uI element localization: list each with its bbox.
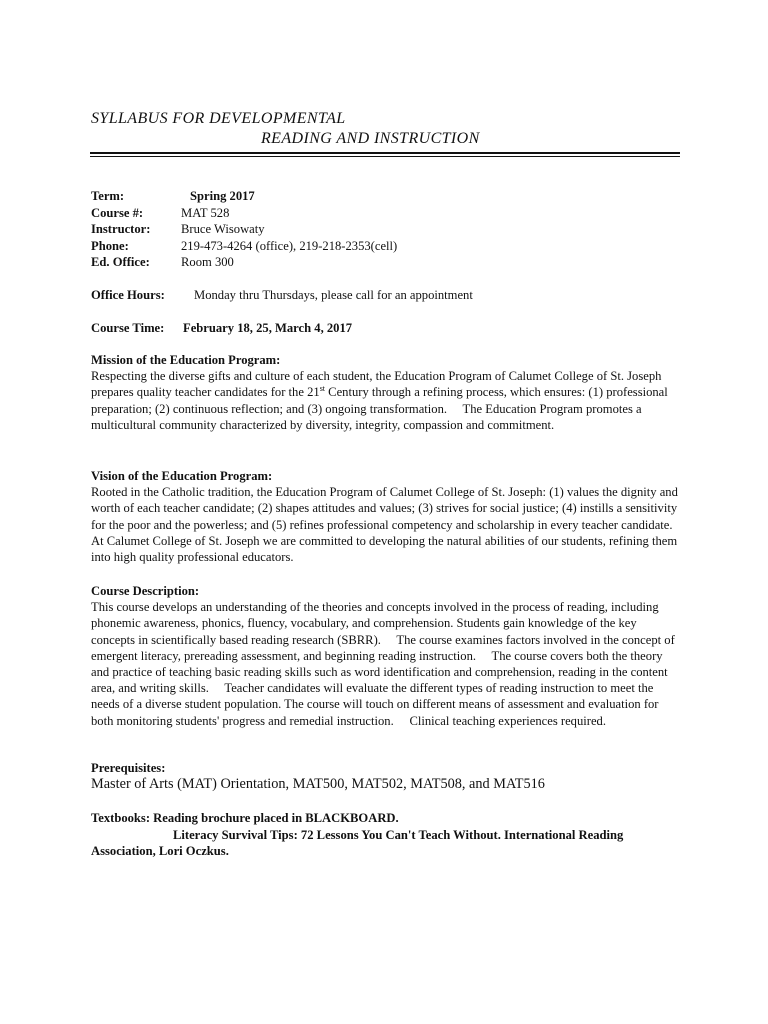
course-number-value: MAT 528: [181, 206, 230, 220]
textbooks-line-3: Association, Lori Oczkus.: [91, 844, 229, 858]
title-line-2: READING AND INSTRUCTION: [261, 130, 480, 147]
title-line-1: SYLLABUS FOR DEVELOPMENTAL: [91, 110, 346, 127]
course-description-section: [91, 583, 681, 729]
prerequisites-section: [91, 760, 681, 792]
title-divider-thin: [90, 156, 680, 157]
office-hours-value: Monday thru Thursdays, please call for an appointment: [194, 288, 473, 302]
mission-section: [91, 352, 681, 433]
mission-text: Respecting the diverse gifts and culture of each student, the Education Program of Calumet College of St. Joseph prepares quality teacher candidates for the 21st Century through a refining process, which ensures: (1) professional preparation; (2) continuous reflection; and (3) ongoing transformation. The Education Program promotes a multicultural community characterized by diversity, integrity, compassion and commitment.: [91, 369, 671, 432]
ed-office-label: Ed. Office:: [91, 255, 150, 269]
textbooks-line-1: Textbooks: Reading brochure placed in BLACKBOARD.: [91, 811, 399, 825]
textbooks-line-2: Literacy Survival Tips: 72 Lessons You Can't Teach Without. International Reading: [173, 828, 624, 842]
vision-section: [91, 468, 688, 565]
term-label: Term:: [91, 189, 125, 203]
course-time-value: February 18, 25, March 4, 2017: [183, 321, 353, 335]
office-hours-label: Office Hours:: [91, 288, 165, 302]
course-time-label: Course Time:: [91, 321, 165, 335]
phone-value: 219-473-4264 (office), 219-218-2353(cell): [181, 239, 398, 253]
prerequisites-heading: Prerequisites:: [91, 761, 166, 775]
term-value: Spring 2017: [190, 189, 255, 203]
prerequisites-text: Master of Arts (MAT) Orientation, MAT500, MAT502, MAT508, and MAT516: [91, 776, 545, 793]
phone-label: Phone:: [91, 239, 129, 253]
title-divider-thick: [90, 152, 680, 154]
ed-office-value: Room 300: [181, 255, 234, 269]
course-description-text: This course develops an understanding of the theories and concepts involved in the process of reading, including phonemic awareness, phonics, fluency, vocabulary, and comprehension. Students gain knowledge of the key concepts in scientifically based reading research (SBRR). The course examines factors involved in the concept of emergent literacy, prereading assessment, and beginning reading instruction. The course covers both the theory and practice of teaching basic reading skills such as word identification and comprehension, reading in the content area, and writing skills. Teacher candidates will evaluate the different types of reading instruction to meet the needs of a diverse student population. The course will touch on different means of assessment and evaluation for both monitoring students' progress and remedial instruction. Clinical teaching experiences required.: [91, 600, 678, 728]
instructor-label: Instructor:: [91, 222, 151, 236]
course-description-heading: Course Description:: [91, 584, 200, 598]
mission-heading: Mission of the Education Program:: [91, 353, 281, 367]
instructor-value: Bruce Wisowaty: [181, 222, 265, 236]
superscript-st: st: [319, 384, 326, 394]
vision-text: Rooted in the Catholic tradition, the Education Program of Calumet College of St. Joseph: (1) values the dignity and worth of each teacher candidate; (2) shapes attitudes and values; (3) strives for social justice; (4) instills a sensitivity for the poor and the powerless; and (5) refines professional competency and scholarship in every teacher candidate. At Calumet College of St. Joseph we are committed to developing the natural abilities of our students, refining them into high quality professional educators.: [91, 485, 688, 565]
course-number-label: Course #:: [91, 206, 144, 220]
vision-heading: Vision of the Education Program:: [91, 469, 273, 483]
